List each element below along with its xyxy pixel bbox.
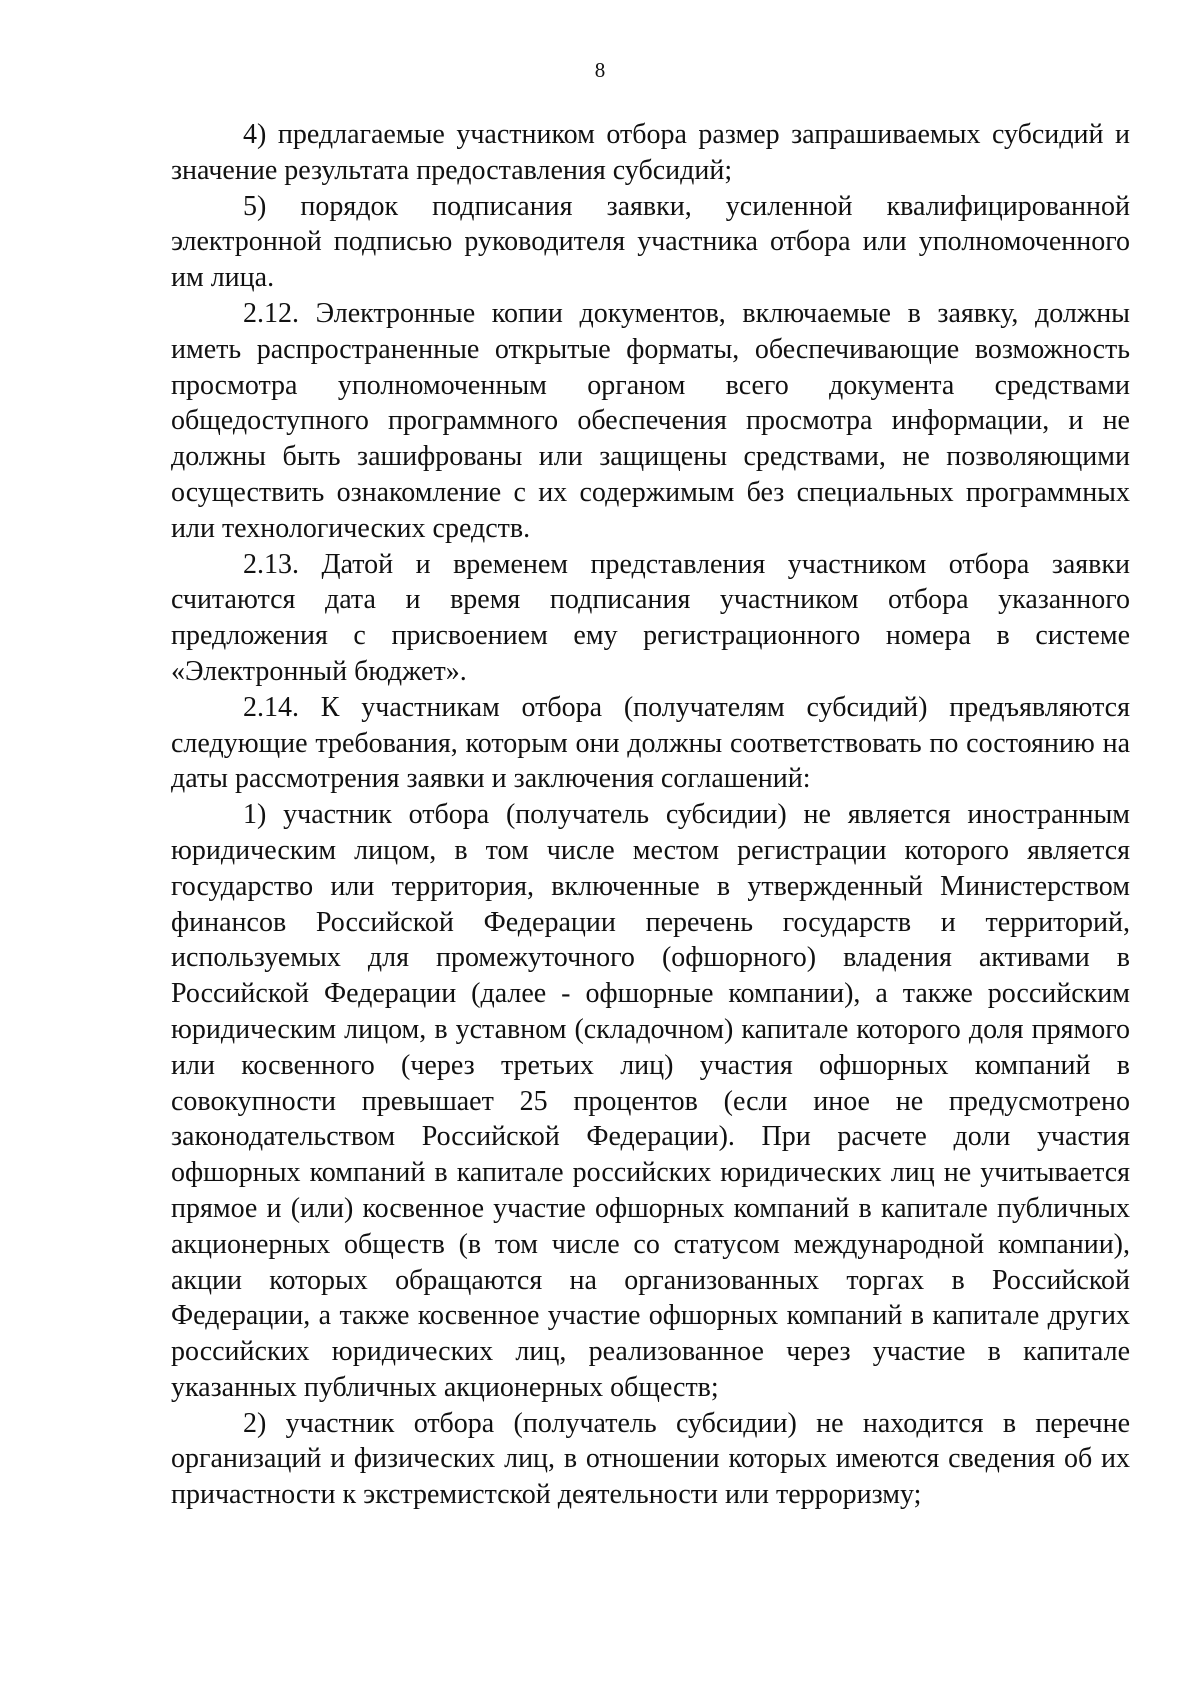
- paragraph-2-12: 2.12. Электронные копии документов, включаемые в заявку, должны иметь распространенные открытые форматы, обеспечивающие возможность просмотра уполномоченным органом всего документа средствами общедоступного программного обеспечения просмотра информации, и не должны быть зашифрованы или защищены средствами, не позволяющими осуществить ознакомление с их содержимым без специальных программных или технологических средств.: [171, 297, 1130, 544]
- page-number: 8: [594, 58, 606, 82]
- document-body: [171, 117, 1130, 1513]
- paragraph-requirement-2: 2) участник отбора (получатель субсидии) не находится в перечне организаций и физических лиц, в отношении которых имеются сведения об их причастности к экстремистской деятельности или терроризму;: [171, 1407, 1130, 1511]
- paragraph-2-14: 2.14. К участникам отбора (получателям субсидий) предъявляются следующие требования, которым они должны соответствовать по состоянию на даты рассмотрения заявки и заключения соглашений:: [171, 691, 1130, 795]
- paragraph-2-13: 2.13. Датой и временем представления участником отбора заявки считаются дата и время подписания участником отбора указанного предложения с присвоением ему регистрационного номера в системе «Электронный бюджет».: [171, 548, 1130, 687]
- paragraph-item-4: 4) предлагаемые участником отбора размер запрашиваемых субсидий и значение результата предоставления субсидий;: [171, 119, 1130, 186]
- paragraph-item-5: 5) порядок подписания заявки, усиленной квалифицированной электронной подписью руководителя участника отбора или уполномоченного им лица.: [171, 190, 1130, 294]
- paragraph-requirement-1: 1) участник отбора (получатель субсидии) не является иностранным юридическим лицом, в том числе местом регистрации которого является государство или территория, включенные в утвержденный Министерством финансов Российской Федерации перечень государств и территорий, используемых для промежуточного (офшорного) владения активами в Российской Федерации (далее - офшорные компании), а также российским юридическим лицом, в уставном (складочном) капитале которого доля прямого или косвенного (через третьих лиц) участия офшорных компаний в совокупности превышает 25 процентов (если иное не предусмотрено законодательством Российской Федерации). При расчете доли участия офшорных компаний в капитале российских юридических лиц не учитывается прямое и (или) косвенное участие офшорных компаний в капитале публичных акционерных обществ (в том числе со статусом международной компании), акции которых обращаются на организованных торгах в Российской Федерации, а также косвенное участие офшорных компаний в капитале других российских юридических лиц, реализованное через участие в капитале указанных публичных акционерных обществ;: [171, 799, 1130, 1403]
